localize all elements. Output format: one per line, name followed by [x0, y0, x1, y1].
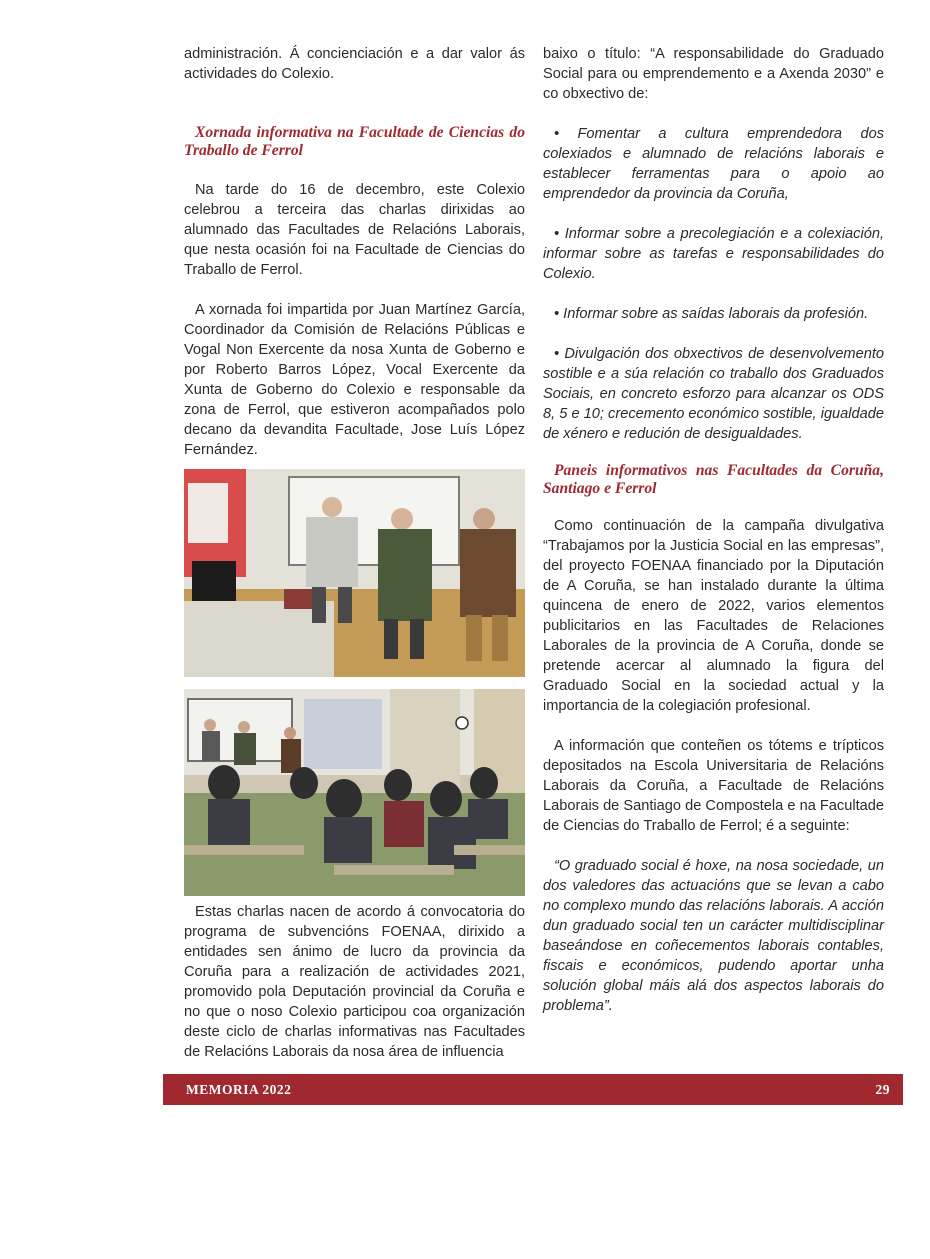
paragraph-speakers: A xornada foi impartida por Juan Martínez García, Coordinador da Comisión de Relacións Públicas e Vogal Non Exercente da nosa Xunta de Goberno e por Roberto Barros López, Vocal Exercente da Xunta de Goberno do Colexio e responsable da zona de Ferrol, que estiveron acompañados polo decano da devandita Facultade, Jose Luís López Fernández. [184, 302, 525, 458]
quote-paragraph: “O graduado social é hoxe, na nosa sociedade, un dos valedores das actuacións que se levan a cabo no complexo mundo das relacións laborais. A acción dun graduado social ten un carácter multidisciplinar baseándose en coñecementos laborais contables, fiscais e económicos, pudendo aportar unha solución global máis alá dos aspectos laborais do problema”. [543, 858, 884, 1014]
photo-speakers [184, 469, 525, 677]
bullet-item: • Fomentar a cultura emprendedora dos colexiados e alumnado de relacións laborais e establecer ferramentas para o apoio ao emprendedor da provincia da Coruña, [543, 126, 884, 202]
footer-bar [163, 1074, 903, 1105]
section-heading-paneis: Paneis informativos nas Facultades da Coruña, Santiago e Ferrol [543, 462, 884, 497]
paragraph-charla-date: Na tarde do 16 de decembro, este Colexio celebrou a terceira das charlas dirixidas ao alumnado das Facultades de Relacións Laborais, que nesta ocasión foi na Facultade de Ciencias do Traballo de Ferrol. [184, 182, 525, 278]
paragraph-campaign: Como continuación de la campaña divulgativa “Trabajamos por la Justicia Social en las empresas”, del proyecto FOENAA financiado por la Diputación de A Coruña, se han instalado durante la última quincena de enero de 2022, varios elementos publicitarios en las Facultades de Relaciones Laborales de la provincia de A Coruña, donde se pretende acercar al alumnado la figura del Graduado Social en la sociedad actual y la importancia de la colegiación profesional. [543, 518, 884, 714]
photo-classroom [184, 689, 525, 896]
right-column [543, 44, 884, 1016]
left-intro-paragraph: administración. Á concienciación e a dar valor ás actividades do Colexio. [184, 46, 525, 82]
section-heading-ferrol: Xornada informativa na Facultade de Ciencias do Traballo de Ferrol [184, 124, 525, 159]
bullet-item: • Informar sobre as saídas laborais da profesión. [554, 306, 869, 322]
page-number: 29 [875, 1082, 890, 1097]
right-intro-paragraph: baixo o título: “A responsabilidade do Graduado Social para ou emprendemento e a Axenda 2030” e co obxectivo de: [543, 46, 884, 102]
footer-title: MEMORIA 2022 [186, 1082, 292, 1097]
bullet-item: • Informar sobre a precolegiación e a colexiación, informar sobre as tarefas e responsabilidades do Colexio. [543, 226, 884, 282]
left-column [184, 44, 525, 1062]
paragraph-foenaa: Estas charlas nacen de acordo á convocatoria do programa de subvencións FOENAA, dirixido a entidades sen ánimo de lucro da provincia da Coruña para a realización de actividades 2021, promovido pola Deputación provincial da Coruña e no que o noso Colexio participou coa organización deste ciclo de charlas informativas nas Facultades de Relacións Laborais da nosa área de influencia [184, 904, 525, 1060]
paragraph-totems: A información que conteñen os tótems e trípticos depositados na Escola Universitaria de Relacións Laborais da Coruña, a Facultade de Relacións Laborais de Santiago de Compostela e na Facultade de Ciencias do Traballo de Ferrol; é a seguinte: [543, 738, 884, 834]
bullet-item: • Divulgación dos obxectivos de desenvolvemento sostible e a súa relación co traballo dos Graduados Sociais, en concreto esforzo para alcanzar os ODS 8, 5 e 10; crecemento económico sostible, igualdade de xénero e redución de desigualdades. [543, 346, 884, 442]
